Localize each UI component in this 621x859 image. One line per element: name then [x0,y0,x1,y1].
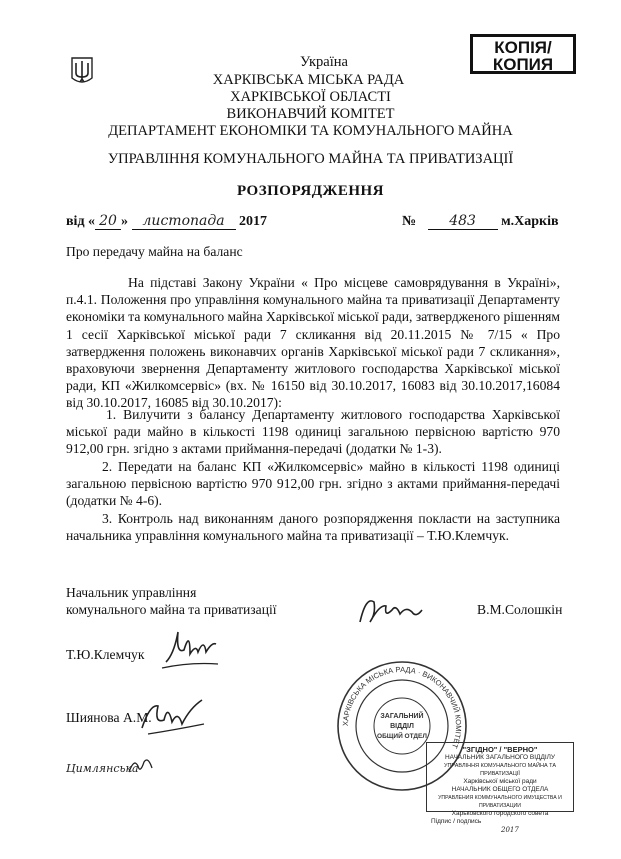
date-prefix: від « [66,214,96,229]
position-line1: Начальник управління [66,585,197,600]
date-mid: » [121,214,129,229]
approver1-name: Т.Ю.Клемчук [66,647,145,662]
date-month: листопада [132,213,236,230]
signature-head [356,592,426,632]
position-line2: комунального майна та приватизації [66,602,277,617]
approver2-name: Шиянова А.М. [66,710,152,725]
stamp-line5: НАЧАЛЬНИК ОБЩЕГО ОТДЕЛА [451,786,549,793]
number-line [402,213,559,230]
stamp-signature-row [431,818,569,835]
copy-stamp-line1: КОПІЯ/ [494,38,552,57]
stamp-line2: НАЧАЛЬНИК ЗАГАЛЬНОГО ВІДДІЛУ [444,754,556,761]
header-council: ХАРКІВСЬКА МІСЬКА РАДА [212,72,405,88]
header-region: ХАРКІВСЬКОЇ ОБЛАСТІ [230,89,391,105]
document-number: 483 [428,213,498,230]
date-line [66,213,267,230]
stamp-line1: "ЗГІДНО" / "ВЕРНО" [462,745,538,754]
stamp-line6: УПРАВЛЕНИЯ КОММУНАЛЬНОГО ИМУЩЕСТВА И ПРИВАТИЗАЦИИ [438,795,562,809]
seal-round-text: ХАРКІВСЬКА МІСЬКА РАДА · ВИКОНАВЧИЙ КОМІТЕТ [340,664,464,750]
seal-center-line2: ВІДДІЛ [390,723,414,730]
signature-approver1 [160,624,220,670]
seal-center-line3: ОБЩИЙ ОТДЕЛ [377,733,427,740]
city: м.Харків [501,214,559,229]
item-3: 3. Контроль над виконанням даного розпорядження покласти на заступника начальника управління комунального майна та приватизації – Т.Ю.Клемчук. [66,511,560,544]
stamp-line8: Підпис / подпись [431,818,482,825]
verification-stamp [426,742,574,834]
signature-approver2 [138,694,208,740]
header-directorate: УПРАВЛІННЯ КОМУНАЛЬНОГО МАЙНА ТА ПРИВАТИЗАЦІЇ [107,151,514,167]
seal-center-line1: ЗАГАЛЬНИЙ [380,713,424,720]
stamp-date: 2017 [501,826,519,834]
subject: Про передачу майна на баланс [66,244,243,259]
item-2: 2. Передати на баланс КП «Жилкомсервіс» майно в кількості 1198 одиниці загальною первісною вартістю 970 912,00 грн. згідно з актами приймання-передачі (додатки № 4-6). [66,459,560,509]
stamp-line3: УПРАВЛІННЯ КОМУНАЛЬНОГО МАЙНА ТА ПРИВАТИЗАЦІЇ [443,763,557,777]
handwritten-name: Цимлянська [66,762,139,775]
intro-paragraph: На підставі Закону України « Про місцеве самоврядування в Україні», п.4.1. Положення про управління комунального майна та приватизації Департаменту економіки та комунального майна Харківської міської ради, затвердженого рішенням 1 сесії Харківської міської ради 7 скликання від 20.11.2015 № 7/15 « Про затвердження положень виконавчих органів Харківської міської ради 7 скликання», враховуючи звернення Департаменту житлового господарства Харківської міської ради, КП «Жилкомсервіс» (вх. № 16150 від 30.10.2017, 16083 від 30.10.2017,16084 від 30.10.2017, 16085 від 30.10.2017): [66,275,560,411]
header-department: ДЕПАРТАМЕНТ ЕКОНОМІКИ ТА КОМУНАЛЬНОГО МАЙНА [108,123,513,139]
date-year: 2017 [239,214,268,229]
copy-stamp [470,34,576,74]
document-type: РОЗПОРЯДЖЕННЯ [236,183,385,199]
number-label: № [402,214,417,229]
signer-name: В.М.Солошкін [477,602,563,617]
date-day: 20 [95,213,121,230]
signature-small [126,752,156,778]
stamp-line7: Харьковского городского совета [451,810,549,817]
stamp-line4: Харківської міської ради [463,778,537,785]
item-1: 1. Вилучити з балансу Департаменту житлового господарства Харківської міської ради майно в кількості 1198 одиниці загальною первісною вартістю 970 912,00 грн. згідно з актами приймання-передачі (додатки № 1-3). [66,407,560,457]
header-committee: ВИКОНАВЧИЙ КОМІТЕТ [226,106,395,122]
copy-stamp-line2: КОПИЯ [492,55,554,74]
header-country: Україна [300,54,348,70]
